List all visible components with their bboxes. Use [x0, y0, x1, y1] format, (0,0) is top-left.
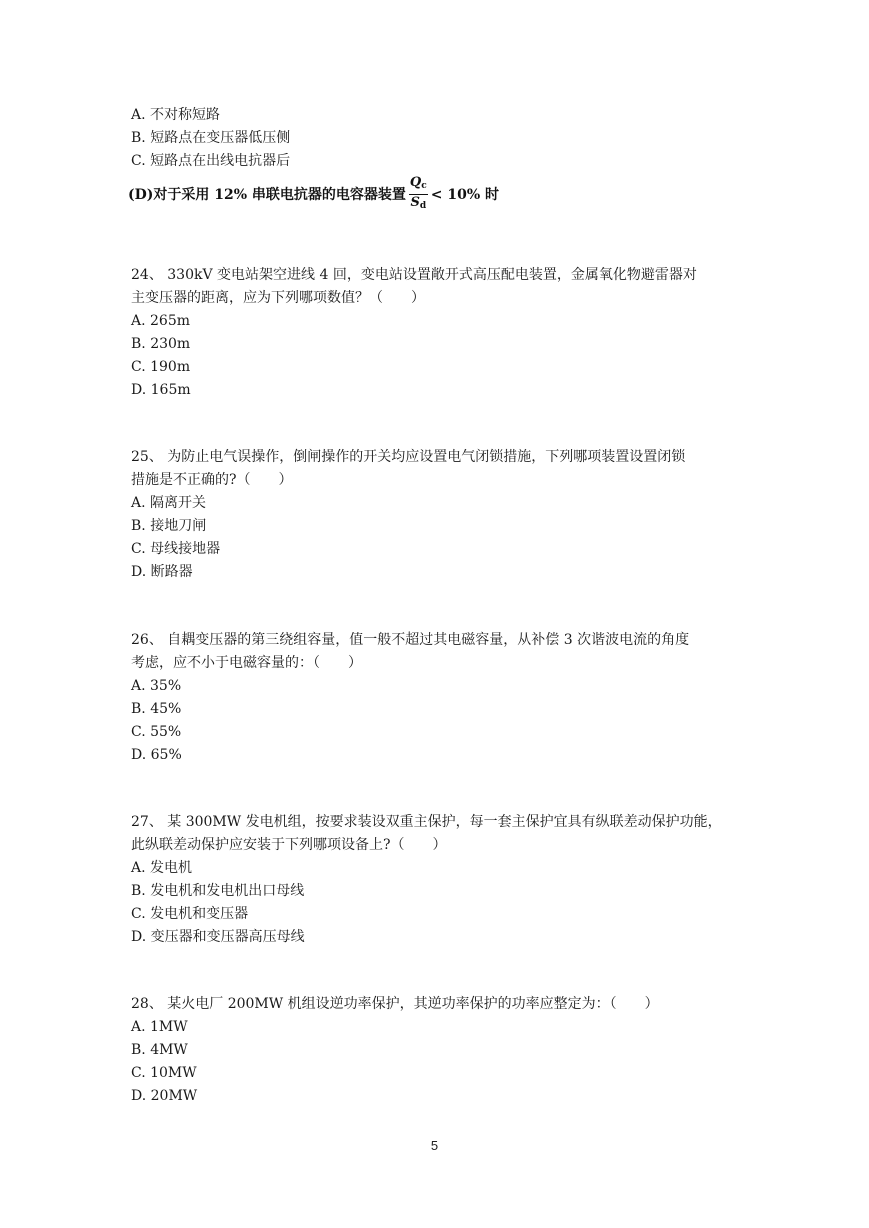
question-28-option-a: A. 1MW — [131, 1019, 188, 1035]
question-24-option-b: B. 230m — [131, 336, 191, 352]
question-24-option-a: A. 265m — [131, 313, 191, 329]
question-26-option-d: D. 65% — [131, 747, 182, 763]
question-26-option-b: B. 45% — [131, 701, 182, 717]
option-d-formula — [128, 174, 499, 214]
page-number: 5 — [430, 1138, 439, 1153]
question-25-stem-line-1: 25、 为防止电气误操作，倒闸操作的开关均应设置电气闭锁措施，下列哪项装置设置闭锁 — [131, 449, 686, 465]
question-26-stem-line-2: 考虑，应不小于电磁容量的：（ ） — [131, 655, 362, 671]
question-26-option-c: C. 55% — [131, 724, 182, 740]
question-25-stem-line-2: 措施是不正确的?（ ） — [131, 472, 293, 488]
option-b: B. 短路点在变压器低压侧 — [131, 130, 291, 146]
question-26-option-a: A. 35% — [131, 678, 182, 694]
question-24-option-d: D. 165m — [131, 382, 191, 398]
question-25-option-d: D. 断路器 — [131, 564, 193, 580]
formula-prefix: (D)对于采用 12% 串联电抗器的电容器装置 — [128, 187, 406, 203]
question-26-stem-line-1: 26、 自耦变压器的第三绕组容量，值一般不超过其电磁容量，从补偿 3 次谐波电流的角度 — [131, 632, 690, 648]
fraction-qc-sd — [409, 175, 428, 214]
fraction-numerator: $Q_c$ — [409, 175, 428, 195]
question-25-option-b: B. 接地刀闸 — [131, 518, 207, 534]
option-c: C. 短路点在出线电抗器后 — [131, 153, 291, 169]
question-28-stem-line-1: 28、 某火电厂 200MW 机组设逆功率保护，其逆功率保护的功率应整定为：（ ） — [131, 996, 659, 1012]
question-27-option-a: A. 发电机 — [131, 860, 193, 876]
fraction-denominator: $S_d$ — [410, 194, 427, 211]
option-a: A. 不对称短路 — [131, 107, 221, 123]
question-28-option-b: B. 4MW — [131, 1042, 188, 1058]
question-27-option-d: D. 变压器和变压器高压母线 — [131, 929, 305, 945]
question-28-option-d: D. 20MW — [131, 1088, 198, 1104]
question-24-option-c: C. 190m — [131, 359, 191, 375]
question-25-option-c: C. 母线接地器 — [131, 541, 221, 557]
question-25-option-a: A. 隔离开关 — [131, 495, 207, 511]
question-27-option-b: B. 发电机和发电机出口母线 — [131, 883, 305, 899]
question-24-stem-line-1: 24、 330kV 变电站架空进线 4 回，变电站设置敞开式高压配电装置，金属氧化物避雷器对 — [131, 267, 697, 283]
question-27-option-c: C. 发电机和变压器 — [131, 906, 249, 922]
formula-suffix: < 10% 时 — [430, 187, 499, 203]
question-24-stem-line-2: 主变压器的距离，应为下列哪项数值？（ ） — [131, 290, 425, 306]
question-27-stem-line-1: 27、 某 300MW 发电机组，按要求装设双重主保护，每一套主保护宜具有纵联差动保护功能， — [131, 814, 722, 830]
question-28-option-c: C. 10MW — [131, 1065, 197, 1081]
question-27-stem-line-2: 此纵联差动保护应安装于下列哪项设备上?（ ） — [131, 837, 447, 853]
